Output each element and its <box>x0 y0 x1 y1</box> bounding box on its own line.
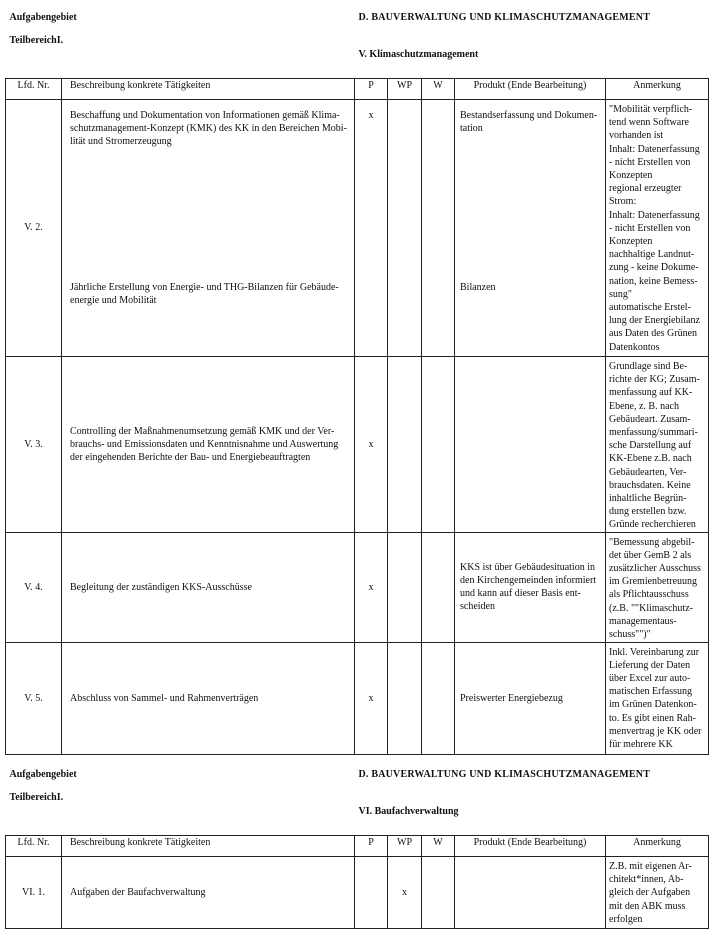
section-baufachverwaltung <box>5 762 709 929</box>
row-p-mark: x <box>355 532 388 642</box>
col-produkt: Produkt (Ende Bearbeitung) <box>455 79 606 100</box>
row-p-mark: x <box>355 100 388 357</box>
row-w-mark <box>422 100 455 357</box>
row-produkt: KKS ist über Gebäudesituation in den Kirchengemeinden informiert und kann auf dieser Basis ent- scheiden <box>455 532 606 642</box>
aufgabengebiet-label: Aufgabengebiet <box>9 769 77 780</box>
row-w-mark <box>422 642 455 754</box>
col-p: P <box>355 79 388 100</box>
teilbereich-label: TeilbereichI. <box>9 792 64 803</box>
section-header <box>6 762 709 836</box>
row-beschreibung: Abschluss von Sammel- und Rahmenverträgen <box>62 642 355 754</box>
row-produkt: Preiswerter Energiebezug <box>455 642 606 754</box>
gebiet-title: D. BAUVERWALTUNG UND KLIMASCHUTZMANAGEMENT <box>358 769 651 780</box>
row-wp-mark <box>388 642 422 754</box>
row-nr: VI. 1. <box>6 857 62 929</box>
table-row <box>6 100 709 357</box>
row-p-mark <box>355 857 388 929</box>
row-produkt <box>455 857 606 929</box>
row-beschreibung: Begleitung der zuständigen KKS-Ausschüsse <box>62 532 355 642</box>
row-beschreibung: Aufgaben der Baufachverwaltung <box>62 857 355 929</box>
produkt-text-2: Bilanzen <box>460 282 496 293</box>
row-wp-mark <box>388 100 422 357</box>
row-wp-mark: x <box>388 857 422 929</box>
beschreibung-text-1: Beschaffung und Dokumentation von Informationen gemäß Klima- schutzmanagement-Konzept (KMK) des KK in den Bereichen Mobi- lität und Stromerzeugung <box>70 110 347 148</box>
column-header-row <box>6 836 709 857</box>
section-header <box>6 5 709 79</box>
col-w: W <box>422 836 455 857</box>
row-anmerkung: "Bemessung abgebil- det über GemB 2 als zusätzlicher Ausschuss im Gremienbetreuung als Pflichtausschuss (z.B. ""Klimaschutz- managementaus- schuss"")" <box>606 532 709 642</box>
teilbereich-title: V. Klimaschutzmanagement <box>358 49 479 60</box>
col-produkt: Produkt (Ende Bearbeitung) <box>455 836 606 857</box>
row-anmerkung: Z.B. mit eigenen Ar- chitekt*innen, Ab- gleich der Aufgaben mit den ABK muss erfolgen <box>606 857 709 929</box>
table-row <box>6 857 709 929</box>
col-wp: WP <box>388 836 422 857</box>
row-anmerkung: Inkl. Vereinbarung zur Lieferung der Daten über Excel zur auto- matischen Erfassung im Grünen Datenkon- to. Es gibt einen Rah- menvertrag je KK oder für mehrere KK <box>606 642 709 754</box>
teilbereich-title: VI. Baufachverwaltung <box>358 806 459 817</box>
row-produkt <box>455 100 606 357</box>
row-wp-mark <box>388 357 422 533</box>
row-wp-mark <box>388 532 422 642</box>
column-header-row <box>6 79 709 100</box>
row-beschreibung: Controlling der Maßnahmenumsetzung gemäß KMK und der Ver- brauchs- und Emissionsdaten und Kenntnisnahme und Auswertung der eingehenden Berichte der Bau- und Energiebeauftragten <box>62 357 355 533</box>
row-anmerkung: Grundlage sind Be- richte der KG; Zusam- menfassung auf KK- Ebene, z. B. nach Gebäudeart. Zusam- menfassung/summari- sche Darstellung auf KK-Ebene z.B. nach Gebäudearten, Ver- brauchsdaten. Keine inhaltliche Begrün- dung erstellen bzw. Gründe recherchieren <box>606 357 709 533</box>
section-klimaschutzmanagement <box>5 5 709 755</box>
table-row <box>6 532 709 642</box>
row-nr: V. 5. <box>6 642 62 754</box>
row-nr: V. 4. <box>6 532 62 642</box>
col-anmerkung: Anmerkung <box>606 836 709 857</box>
row-w-mark <box>422 357 455 533</box>
row-w-mark <box>422 532 455 642</box>
row-nr: V. 3. <box>6 357 62 533</box>
row-w-mark <box>422 857 455 929</box>
table-row <box>6 357 709 533</box>
col-beschreibung: Beschreibung konkrete Tätigkeiten <box>62 836 355 857</box>
row-produkt <box>455 357 606 533</box>
produkt-text-1: Bestandserfassung und Dokumen- tation <box>460 110 598 135</box>
row-anmerkung: "Mobilität verpflich- tend wenn Software vorhanden ist Inhalt: Datenerfassung - nicht Erstellen von Konzepten regional erzeugter Strom: Inhalt: Datenerfassung - nicht Erstellen von Konzepten nachhaltige Landnut- zung - keine Dokume- nation, keine Bemess- sung" automatische Erstel- lung der Energiebilanz aus Daten des Grünen Datenkontos <box>606 100 709 357</box>
aufgabengebiet-label: Aufgabengebiet <box>9 12 77 23</box>
beschreibung-text-2: Jährliche Erstellung von Energie- und THG-Bilanzen für Gebäude- energie und Mobilität <box>70 282 339 307</box>
row-beschreibung <box>62 100 355 357</box>
col-w: W <box>422 79 455 100</box>
col-beschreibung: Beschreibung konkrete Tätigkeiten <box>62 79 355 100</box>
gebiet-title: D. BAUVERWALTUNG UND KLIMASCHUTZMANAGEMENT <box>358 12 651 23</box>
col-nr: Lfd. Nr. <box>6 836 62 857</box>
col-p: P <box>355 836 388 857</box>
col-anmerkung: Anmerkung <box>606 79 709 100</box>
teilbereich-label: TeilbereichI. <box>9 35 64 46</box>
table-row <box>6 642 709 754</box>
col-wp: WP <box>388 79 422 100</box>
row-p-mark: x <box>355 642 388 754</box>
col-nr: Lfd. Nr. <box>6 79 62 100</box>
row-nr: V. 2. <box>6 100 62 357</box>
row-p-mark: x <box>355 357 388 533</box>
